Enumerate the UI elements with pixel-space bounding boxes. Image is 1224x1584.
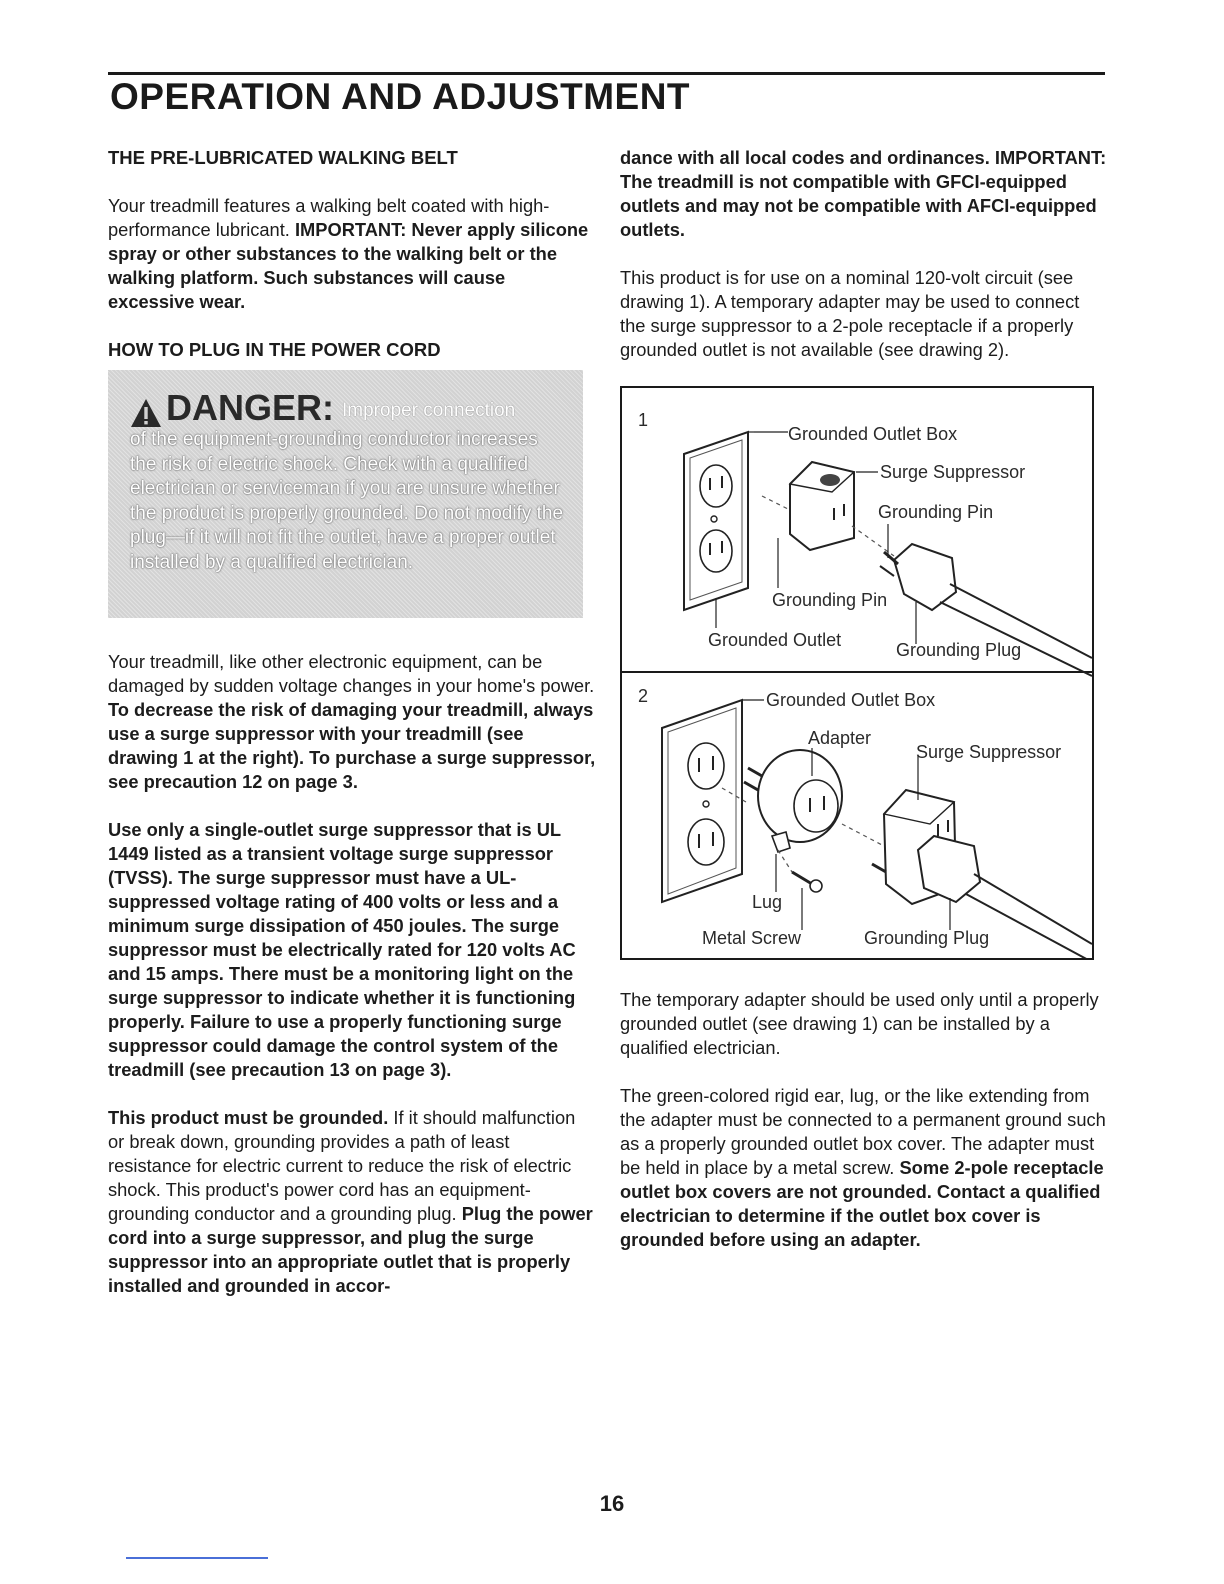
danger-body-text: of the equipment-grounding conductor increases the risk of electric shock. Check with a qualified electrician or serviceman if you are unsure whether the product is properly grounded. Do not modify the plug—if it will not fit the outlet, have a proper outlet installed by a qualified electrician. bbox=[130, 429, 564, 573]
walking-belt-text: Your treadmill features a walking belt coated with high-performance lubricant. bbox=[108, 195, 550, 240]
outlet-drawings bbox=[622, 388, 1092, 958]
danger-lead-text: Improper connection bbox=[342, 400, 516, 421]
label-adapter: Adapter bbox=[808, 728, 872, 748]
drawing-1-number: 1 bbox=[638, 410, 649, 430]
metal-screw-icon bbox=[792, 872, 812, 884]
page-title: OPERATION AND ADJUSTMENT bbox=[110, 76, 691, 117]
power-cord-lower-edge bbox=[940, 602, 1092, 676]
grounding-plug bbox=[894, 544, 956, 610]
left-column bbox=[108, 146, 596, 1322]
lug-paragraph bbox=[620, 1084, 1108, 1252]
danger-word: DANGER: bbox=[166, 387, 334, 428]
compatibility-paragraph: dance with all local codes and ordinances. IMPORTANT: The treadmill is not compatible with GFCI-equipped outlets and may not be compatible with AFCI-equipped outlets. bbox=[620, 147, 1107, 240]
warning-triangle-icon bbox=[130, 398, 162, 428]
danger-header bbox=[130, 388, 569, 428]
label-grounding-plug-1: Grounding Plug bbox=[896, 640, 1022, 660]
grounding-text: If it should malfunction or break down, grounding provides a path of least resistance for electric current to reduce the risk of electric shock. This product's power cord has an equipment-grounding conductor and a grounding plug. bbox=[108, 1107, 576, 1224]
drawing-2 bbox=[638, 686, 1092, 958]
circuit-paragraph: This product is for use on a nominal 120-volt circuit (see drawing 1). A temporary adapter may be used to connect the surge suppressor to a 2-pole receptacle if a properly grounded outlet is not available (see drawing 2). bbox=[620, 267, 1080, 360]
grounding-paragraph bbox=[108, 1106, 596, 1298]
temporary-adapter-paragraph: The temporary adapter should be used only until a properly grounded outlet (see drawing 1) can be installed by a qualified electrician. bbox=[620, 989, 1099, 1058]
label-lug: Lug bbox=[752, 892, 783, 912]
danger-box bbox=[108, 370, 583, 618]
surge-bold-text: To decrease the risk of damaging your treadmill, always use a surge suppressor with your treadmill (see drawing 1 at the right). To purchase a surge suppressor, see precaution 12 on page 3. bbox=[108, 699, 596, 792]
surge-paragraph bbox=[108, 650, 596, 794]
lug-bold-text: Some 2-pole receptacle outlet box covers are not grounded. Contact a qualified electrician to determine if the outlet box cover is grounded before using an adapter. bbox=[620, 1157, 1104, 1250]
drawing-1 bbox=[638, 410, 1092, 676]
label-grounding-pin-top: Grounding Pin bbox=[878, 502, 994, 522]
outlet-drawings-figure bbox=[620, 386, 1094, 960]
upper-receptacle bbox=[700, 465, 732, 507]
adapter-prong bbox=[748, 768, 762, 776]
surge-text: Your treadmill, like other electronic equipment, can be damaged by sudden voltage changes in your home's power. bbox=[108, 651, 595, 696]
monitoring-light-icon bbox=[820, 474, 840, 486]
walking-belt-important: IMPORTANT: Never apply silicone spray or other substances to the walking belt or the walking platform. Such substances will cause excessive wear. bbox=[108, 219, 589, 312]
label-grounding-plug-2: Grounding Plug bbox=[864, 928, 990, 948]
label-grounded-outlet-box-1: Grounded Outlet Box bbox=[788, 424, 958, 444]
section-heading-power-cord: HOW TO PLUG IN THE POWER CORD bbox=[108, 339, 441, 360]
label-grounded-outlet-box-2: Grounded Outlet Box bbox=[766, 690, 936, 710]
label-surge-suppressor-1: Surge Suppressor bbox=[880, 462, 1026, 482]
grounding-bold-2: Plug the power cord into a surge suppressor, and plug the surge suppressor into an appropriate outlet that is properly installed and grounded in accor- bbox=[108, 1203, 593, 1296]
lower-receptacle bbox=[700, 530, 732, 572]
lower-receptacle-2 bbox=[688, 819, 724, 865]
label-metal-screw: Metal Screw bbox=[702, 928, 802, 948]
surge-requirements-paragraph: Use only a single-outlet surge suppressor that is UL 1449 listed as a transient voltage surge suppressor (TVSS). The surge suppressor must have a UL-suppressed voltage rating of 400 volts or less and a minimum surge dissipation of 450 joules. The surge suppressor must be electrically rated for 120 volts AC and 15 amps. There must be a monitoring light on the surge suppressor to indicate whether it is functioning properly. Failure to use a properly functioning surge suppressor could damage the control system of the treadmill (see precaution 13 on page 3). bbox=[108, 819, 576, 1080]
adapter-lug bbox=[772, 832, 790, 852]
grounding-bold-1: This product must be grounded. bbox=[108, 1107, 389, 1128]
corner-mark bbox=[126, 1557, 268, 1559]
lug-text: The green-colored rigid ear, lug, or the like extending from the adapter must be connected to a permanent ground such as a properly grounded outlet box cover. The adapter must be held in place by a metal screw. bbox=[620, 1085, 1106, 1178]
upper-receptacle-2 bbox=[688, 743, 724, 789]
power-cord-2-lower-edge bbox=[966, 894, 1092, 958]
title-rule bbox=[108, 72, 1105, 75]
label-surge-suppressor-2: Surge Suppressor bbox=[916, 742, 1062, 762]
drawing-2-number: 2 bbox=[638, 686, 649, 706]
label-grounding-pin-bottom: Grounding Pin bbox=[772, 590, 888, 610]
walking-belt-paragraph bbox=[108, 194, 596, 314]
section-heading-walking-belt: THE PRE-LUBRICATED WALKING BELT bbox=[108, 147, 458, 168]
label-grounded-outlet: Grounded Outlet bbox=[708, 630, 842, 650]
page-number: 16 bbox=[599, 1491, 625, 1516]
right-column bbox=[620, 146, 1108, 1276]
